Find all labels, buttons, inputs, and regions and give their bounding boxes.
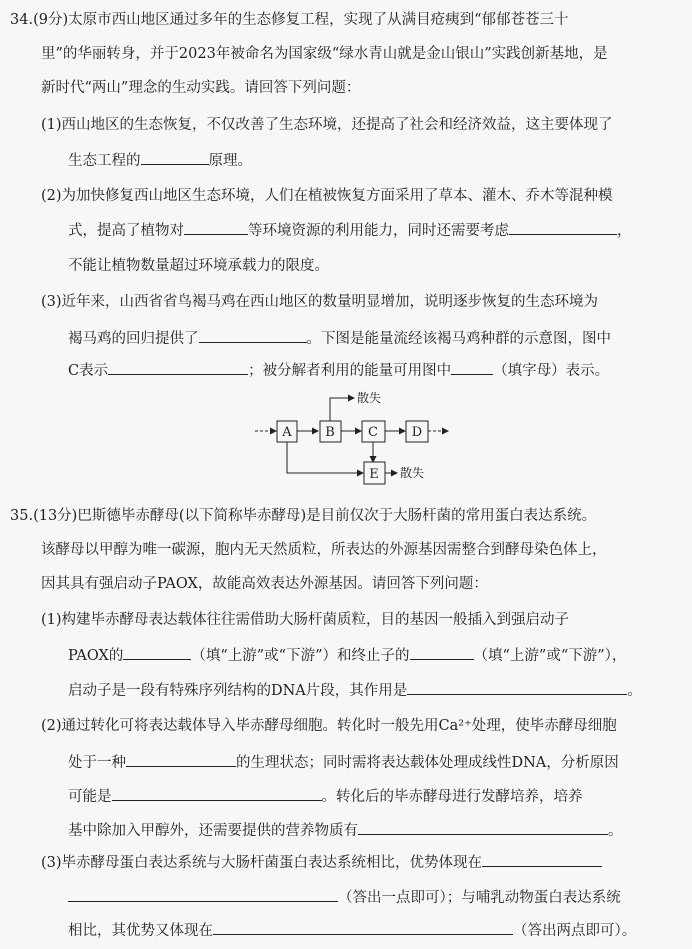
answer-blank[interactable] [213,920,513,935]
q35-part3-line-1: (3)毕赤酵母蛋白表达系统与大肠杆菌蛋白表达系统相比，优势体现在 [41,852,692,873]
node-d: D [411,425,423,440]
answer-blank[interactable] [482,852,602,867]
q35-part1-line-2: PAOX的 （填“上游”或“下游”）和终止子的 （填“上游”或“下游”）， [68,645,692,666]
arrow-a-e [287,442,363,473]
node-a: A [282,425,292,440]
answer-blank[interactable] [68,887,338,902]
q34-part3-line-1: (3)近年来，山西省省鸟褐马鸡在西山地区的数量明显增加，说明逐步恢复的生态环境为 [41,294,599,310]
q35-part2-line-2: 处于一种 的生理状态；同时需将表达载体处理成线性DNA，分析原因 [68,752,692,773]
q34-part1-line-2: 生态工程的 原理。 [68,150,692,171]
q34-intro-line-3: 新时代“两山”理念的生动实践。请回答下列问题： [41,80,361,96]
answer-blank[interactable] [126,752,236,767]
q34-number: 34. [10,12,34,28]
answer-blank[interactable] [112,786,322,801]
answer-blank[interactable] [407,680,627,695]
q34-intro-line-1: 34.(9分)太原市西山地区通过多年的生态修复工程，实现了从满目疮痍到“郁郁苍苍三十 [10,12,569,28]
q35-part3-line-3: 相比，其优势又体现在 （答出两点即可）。 [68,920,692,941]
q34-part2-line-1: (2)为加快修复西山地区生态环境，人们在植被恢复方面采用了草本、灌木、乔木等混种模 [41,188,613,204]
q35-part2-line-4: 基中除加入甲醇外，还需要提供的营养物质有 。 [68,820,692,841]
q35-part1-line-1: (1)构建毕赤酵母表达载体往往需借助大肠杆菌质粒，目的基因一般插入到强启动子 [41,612,570,628]
q35-part1-line-3: 启动子是一段有特殊序列结构的DNA片段，其作用是 。 [68,680,692,701]
q34-part2-line-2: 式，提高了植物对 等环境资源的利用能力，同时还需要考虑 ， [68,220,692,241]
answer-blank[interactable] [410,645,474,660]
q34-part2-line-3: 不能让植物数量超过环境承载力的限度。 [68,258,329,274]
q34-part1-line-1: (1)西山地区的生态恢复，不仅改善了生态环境，还提高了社会和经济效益，这主要体现了 [41,117,613,133]
loss-label-top: 散失 [357,391,382,405]
answer-blank[interactable] [123,645,191,660]
node-b: B [325,425,335,440]
node-e: E [369,467,379,482]
q34-score: (9分) [33,12,69,28]
arrow-b-loss [330,398,354,421]
q34-part3-line-2: 褐马鸡的回归提供了 。下图是能量流经该褐马鸡种群的示意图，图中 [68,328,692,349]
q34-part3-line-3: C表示 ；被分解者利用的能量可用图中 （填字母）表示。 [68,360,692,381]
q35-part3-line-2: （答出一点即可）；与哺乳动物蛋白表达系统 [68,887,692,908]
q35-part2-line-3: 可能是 。转化后的毕赤酵母进行发酵培养，培养 [68,786,692,807]
answer-blank[interactable] [358,820,608,835]
q35-score: (13分) [33,508,78,524]
q35-intro-line-2: 该酵母以甲醇为唯一碳源，胞内无天然质粒，所表达的外源基因需整合到酵母染色体上， [41,542,607,558]
q35-intro-line-1: 35.(13分)巴斯德毕赤酵母(以下简称毕赤酵母)是目前仅次于大肠杆菌的常用蛋白表达系统。 [10,508,597,524]
q35-number: 35. [10,508,34,524]
q34-intro-line-2: 里”的华丽转身，并于2023年被命名为国家级“绿水青山就是金山银山”实践创新基地，是 [41,46,608,62]
node-c: C [368,425,378,440]
loss-label-bottom: 散失 [400,466,425,480]
q35-intro-line-3: 因其具有强启动子PAOX，故能高效表达外源基因。请回答下列问题： [41,576,488,592]
q35-part2-line-1: (2)通过转化可将表达载体导入毕赤酵母细胞。转化时一般先用Ca²⁺处理，使毕赤酵母细胞 [41,718,617,734]
